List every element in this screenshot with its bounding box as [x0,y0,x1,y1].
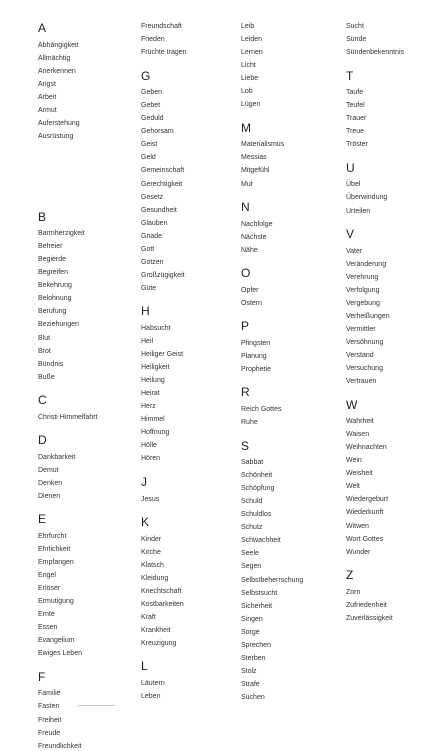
topic-link[interactable]: Vertrauen [346,378,377,385]
topic-link[interactable]: Leiden [241,36,263,43]
topic-link[interactable]: Sicherheit [241,603,273,610]
topic-link[interactable]: Zufriedenheit [346,602,387,609]
topic-link[interactable]: Wein [346,457,362,464]
letter-heading-j: J [141,475,147,489]
topic-link[interactable]: Armut [38,107,57,114]
letter-heading-h: H [141,304,150,318]
topic-link[interactable]: Ewiges Leben [38,650,82,657]
topic-link[interactable]: Großzügigkeit [141,272,185,279]
topic-link[interactable]: Seele [241,550,259,557]
topic-link[interactable]: Gemeinschaft [141,167,185,174]
topic-link[interactable]: Lob [241,88,253,95]
topic-link[interactable]: Geben [141,89,163,96]
topic-link[interactable]: Gott [141,246,155,253]
topic-link[interactable]: Vater [346,248,363,255]
letter-heading-f: F [38,670,46,684]
letter-heading-k: K [141,515,150,529]
topic-link[interactable]: Planung [241,353,267,360]
topic-link[interactable]: Kinder [141,536,162,543]
topic-link[interactable]: Ehrlichkeit [38,546,71,553]
topic-link[interactable]: Läutern [141,680,165,687]
topic-link[interactable]: Tröster [346,141,368,148]
topic-link[interactable]: Fasten [38,703,60,710]
topic-link[interactable]: Barmherzigkeit [38,230,85,237]
topic-link[interactable]: Krankheit [141,627,171,634]
topic-link[interactable]: Anerkennen [38,68,76,75]
topic-link[interactable]: Brot [38,348,51,355]
topic-link[interactable]: Sabbat [241,459,264,466]
topic-link[interactable]: Suchen [241,694,265,701]
letter-heading-e: E [38,512,47,526]
topic-link[interactable]: Wunder [346,549,371,556]
topic-link[interactable]: Taufe [346,89,364,96]
letter-heading-o: O [241,266,251,280]
topic-link[interactable]: Geist [141,141,158,148]
topic-link[interactable]: Teufel [346,102,365,109]
topic-link[interactable]: Heiliger Geist [141,351,184,358]
topic-link[interactable]: Denken [38,480,63,487]
topic-link[interactable]: Begierde [38,256,67,263]
topic-link[interactable]: Heirat [141,390,160,397]
topic-link[interactable]: Freiheit [38,717,62,724]
topic-link[interactable]: Ostern [241,300,263,307]
topic-link[interactable]: Zuverlässigkeit [346,615,393,622]
letter-heading-g: G [141,69,151,83]
topic-link[interactable]: Segen [241,563,262,570]
topic-link[interactable]: Wiederkunft [346,509,384,516]
topic-link[interactable]: Schöpfung [241,485,275,492]
topic-link[interactable]: Schuldlos [241,511,272,518]
letter-heading-d: D [38,433,47,447]
topic-link[interactable]: Materialismus [241,141,285,148]
topic-link[interactable]: Hoffnung [141,429,170,436]
scroll-indicator [78,705,115,706]
topic-link[interactable]: Allmächtig [38,55,71,62]
topic-link[interactable]: Strafe [241,681,260,688]
topic-link[interactable]: Leben [141,693,161,700]
topic-link[interactable]: Treue [346,128,365,135]
topic-link[interactable]: Ruhe [241,419,258,426]
topic-link[interactable]: Sprechen [241,642,271,649]
topic-link[interactable]: Buße [38,374,55,381]
topic-link[interactable]: Himmel [141,416,165,423]
letter-heading-p: P [241,319,250,333]
topic-link[interactable]: Ermutigung [38,598,74,605]
topic-link[interactable]: Selbstbeherrschung [241,577,304,584]
topic-link[interactable]: Kleidung [141,575,169,582]
topic-link[interactable]: Welt [346,483,360,490]
topic-link[interactable]: Pfingsten [241,340,271,347]
topic-link[interactable]: Begreifen [38,269,68,276]
topic-link[interactable]: Nachfolge [241,221,273,228]
topic-link[interactable]: Hölle [141,442,157,449]
letter-heading-m: M [241,121,251,135]
topic-link[interactable]: Abhängigkeit [38,42,79,49]
topic-link[interactable]: Freude [38,730,61,737]
topic-link[interactable]: Schönheit [241,472,273,479]
topic-link[interactable]: Selbstsucht [241,590,278,597]
topic-link[interactable]: Kraft [141,614,156,621]
topic-link[interactable]: Güte [141,285,157,292]
letter-heading-u: U [346,161,355,175]
topic-link[interactable]: Dankbarkeit [38,454,76,461]
topic-link[interactable]: Gehorsam [141,128,174,135]
topic-link[interactable]: Gnade [141,233,163,240]
topic-link[interactable]: Kreuzigung [141,640,177,647]
topic-link[interactable]: Zorn [346,589,361,596]
topic-link[interactable]: Vermittler [346,326,376,333]
topic-link[interactable]: Heil [141,338,154,345]
topic-link[interactable]: Empfangen [38,559,74,566]
topic-link[interactable]: Sorge [241,629,260,636]
letter-heading-v: V [346,227,355,241]
topic-link[interactable]: Verehrung [346,274,379,281]
topic-link[interactable]: Ernte [38,611,55,618]
letter-heading-s: S [241,439,250,453]
topic-link[interactable]: Singen [241,616,263,623]
topic-link[interactable]: Frieden [141,36,165,43]
topic-link[interactable]: Blut [38,335,51,342]
topic-link[interactable]: Engel [38,572,56,579]
topic-link[interactable]: Befreier [38,243,63,250]
letter-heading-z: Z [346,568,354,582]
topic-link[interactable]: Übel [346,181,361,188]
topic-link[interactable]: Geduld [141,115,164,122]
topic-link[interactable]: Essen [38,624,58,631]
letter-heading-c: C [38,393,47,407]
topic-link[interactable]: Lernen [241,49,263,56]
topic-link[interactable]: Verheißungen [346,313,390,320]
letter-heading-n: N [241,200,250,214]
topic-link[interactable]: Schwachheit [241,537,281,544]
topic-link[interactable]: Sterben [241,655,266,662]
topic-link[interactable]: Verstand [346,352,374,359]
letter-heading-t: T [346,69,354,83]
topic-link[interactable]: Habsucht [141,325,171,332]
topic-link[interactable]: Hören [141,455,161,462]
topic-link[interactable]: Versöhnung [346,339,384,346]
topic-link[interactable]: Geld [141,154,156,161]
topic-link[interactable]: Liebe [241,75,259,82]
topic-link[interactable]: Gebet [141,102,161,109]
topic-link[interactable]: Nähe [241,247,258,254]
topic-link[interactable]: Früchte tragen [141,49,187,56]
topic-link[interactable]: Schutz [241,524,263,531]
topic-link[interactable]: Nächste [241,234,267,241]
topic-link[interactable]: Jesus [141,496,160,503]
topic-link[interactable]: Auferstehung [38,120,80,127]
topic-link[interactable]: Arbeit [38,94,57,101]
topic-link[interactable]: Stolz [241,668,257,675]
topic-link[interactable]: Berufung [38,308,67,315]
topic-link[interactable]: Ausrüstung [38,133,74,140]
topic-link[interactable]: Erlöser [38,585,61,592]
topic-link[interactable]: Bekehrung [38,282,72,289]
topic-link[interactable]: Witwen [346,523,369,530]
topic-link[interactable]: Trauer [346,115,367,122]
topic-link[interactable]: Messias [241,154,267,161]
topic-link[interactable]: Bündnis [38,361,64,368]
topic-link[interactable]: Götzen [141,259,164,266]
topic-link[interactable]: Heiligkeit [141,364,170,371]
topic-link[interactable]: Waisen [346,431,370,438]
topic-link[interactable]: Urteilen [346,208,371,215]
topic-link[interactable]: Opfer [241,287,259,294]
topic-link[interactable]: Verfolgung [346,287,380,294]
topic-link[interactable]: Herz [141,403,156,410]
topic-link[interactable]: Licht [241,62,256,69]
letter-heading-w: W [346,398,358,412]
topic-link[interactable]: Wiedergeburt [346,496,389,503]
topic-link[interactable]: Veränderung [346,261,387,268]
topic-link[interactable]: Reich Gottes [241,406,282,413]
topic-link[interactable]: Klatsch [141,562,164,569]
topic-link[interactable]: Versuchung [346,365,383,372]
letter-heading-b: B [38,210,47,224]
topic-link[interactable]: Glauben [141,220,168,227]
topic-link[interactable]: Familie [38,690,61,697]
topic-link[interactable]: Freundlichkeit [38,743,82,750]
topic-link[interactable]: Weisheit [346,470,373,477]
letter-heading-l: L [141,659,148,673]
topic-link[interactable]: Vergebung [346,300,380,307]
topic-link[interactable]: Beziehungen [38,321,79,328]
topic-link[interactable]: Ehrfurcht [38,533,67,540]
topic-link[interactable]: Evangelium [38,637,75,644]
topic-link[interactable]: Schuld [241,498,263,505]
topic-link[interactable]: Gesetz [141,194,164,201]
topic-link[interactable]: Dienen [38,493,61,500]
topic-link[interactable]: Freundschaft [141,23,182,30]
topic-link[interactable]: Lügen [241,101,261,108]
topic-link[interactable]: Gerechtigkeit [141,181,183,188]
topic-link[interactable]: Heilung [141,377,165,384]
topic-link[interactable]: Mut [241,181,253,188]
topic-link[interactable]: Knechtschaft [141,588,182,595]
topic-link[interactable]: Leib [241,23,255,30]
letter-heading-a: A [38,21,47,35]
topic-link[interactable]: Sündenbekenntnis [346,49,404,56]
topic-link[interactable]: Angst [38,81,56,88]
topic-link[interactable]: Überwindung [346,194,388,201]
topic-link[interactable]: Gesundheit [141,207,177,214]
topic-link[interactable]: Sucht [346,23,364,30]
topic-link[interactable]: Prophetie [241,366,271,373]
topic-link[interactable]: Kirche [141,549,161,556]
topic-link[interactable]: Mitgefühl [241,167,270,174]
topic-link[interactable]: Weihnachten [346,444,387,451]
topic-link[interactable]: Wort Gottes [346,536,384,543]
topic-link[interactable]: Sünde [346,36,367,43]
letter-heading-r: R [241,385,250,399]
topic-link[interactable]: Kostbarkeiten [141,601,184,608]
topic-link[interactable]: Christi Himmelfahrt [38,414,98,421]
topic-link[interactable]: Demut [38,467,59,474]
topic-link[interactable]: Wahrheit [346,418,374,425]
topic-link[interactable]: Belohnung [38,295,72,302]
